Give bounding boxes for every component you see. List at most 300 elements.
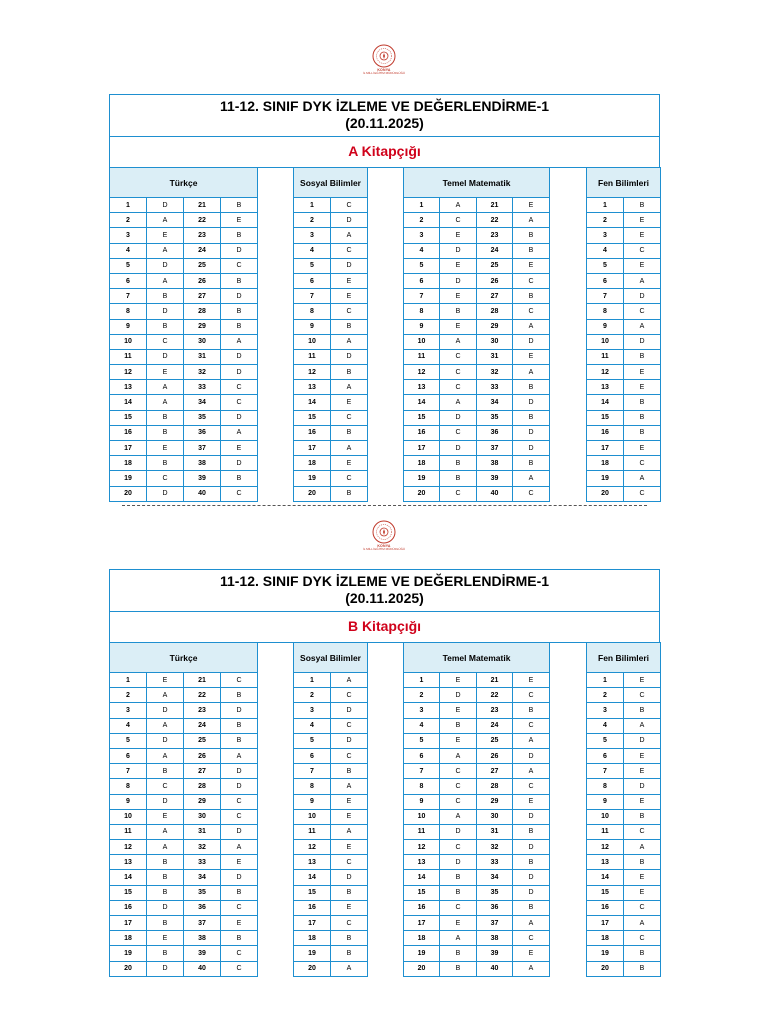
- table-row: [294, 456, 368, 471]
- question-number: 15: [110, 885, 147, 900]
- answer-cell: E: [624, 228, 661, 243]
- sosyal-table: [293, 167, 368, 502]
- answer-cell: E: [147, 673, 184, 688]
- table-row: [110, 840, 258, 855]
- question-number: 9: [404, 319, 440, 334]
- question-number: 29: [184, 794, 221, 809]
- answer-cell: B: [147, 916, 184, 931]
- table-row: [294, 961, 368, 976]
- matematik-table: [403, 167, 550, 502]
- answer-cell: C: [513, 718, 550, 733]
- table-row: [294, 289, 368, 304]
- question-number: 3: [294, 228, 331, 243]
- table-row: [110, 289, 258, 304]
- answer-cell: E: [440, 258, 477, 273]
- table-row: [294, 688, 368, 703]
- question-number: 19: [404, 471, 440, 486]
- table-row: [587, 273, 661, 288]
- question-number: 22: [477, 688, 513, 703]
- question-number: 7: [587, 764, 624, 779]
- question-number: 19: [404, 946, 440, 961]
- answer-cell: B: [221, 718, 258, 733]
- answer-cell: D: [513, 441, 550, 456]
- answer-cell: C: [624, 243, 661, 258]
- sheet-header: [109, 94, 660, 168]
- answer-cell: D: [147, 900, 184, 915]
- question-number: 3: [294, 703, 331, 718]
- question-number: 8: [587, 304, 624, 319]
- table-row: [294, 900, 368, 915]
- table-row: [404, 228, 550, 243]
- table-row: [587, 425, 661, 440]
- answer-cell: C: [440, 779, 477, 794]
- answer-cell: E: [331, 456, 368, 471]
- question-number: 15: [404, 410, 440, 425]
- question-number: 23: [477, 228, 513, 243]
- question-number: 8: [587, 779, 624, 794]
- table-row: [110, 703, 258, 718]
- answer-cell: A: [513, 916, 550, 931]
- question-number: 20: [110, 961, 147, 976]
- answer-cell: A: [147, 273, 184, 288]
- answer-cell: B: [331, 931, 368, 946]
- logo-line1: KONYA: [377, 544, 391, 548]
- table-row: [587, 228, 661, 243]
- answer-cell: B: [221, 198, 258, 213]
- question-number: 8: [294, 779, 331, 794]
- question-number: 2: [404, 688, 440, 703]
- answer-cell: E: [624, 764, 661, 779]
- question-number: 29: [477, 319, 513, 334]
- answer-cell: C: [331, 410, 368, 425]
- answer-cell: D: [147, 703, 184, 718]
- answer-cell: E: [440, 673, 477, 688]
- question-number: 36: [184, 900, 221, 915]
- table-row: [110, 916, 258, 931]
- table-row: [110, 900, 258, 915]
- question-number: 11: [294, 824, 331, 839]
- question-number: 17: [294, 441, 331, 456]
- answer-cell: B: [513, 900, 550, 915]
- table-row: [587, 794, 661, 809]
- answer-cell: E: [440, 289, 477, 304]
- table-row: [404, 733, 550, 748]
- question-number: 27: [477, 764, 513, 779]
- answer-cell: B: [221, 471, 258, 486]
- answer-cell: B: [221, 688, 258, 703]
- answer-cell: D: [221, 243, 258, 258]
- question-number: 25: [184, 258, 221, 273]
- answer-cell: D: [440, 441, 477, 456]
- booklet-label: B Kitapçığı: [347, 618, 422, 634]
- answer-cell: B: [331, 319, 368, 334]
- answer-cell: D: [147, 486, 184, 501]
- answer-cell: B: [221, 885, 258, 900]
- answer-cell: C: [440, 794, 477, 809]
- answer-cell: B: [331, 946, 368, 961]
- table-row: [110, 273, 258, 288]
- answer-cell: A: [513, 365, 550, 380]
- answer-cell: B: [440, 885, 477, 900]
- question-number: 32: [477, 840, 513, 855]
- answer-cell: A: [221, 334, 258, 349]
- question-number: 14: [110, 395, 147, 410]
- question-number: 1: [404, 198, 440, 213]
- answer-cell: E: [624, 365, 661, 380]
- question-number: 11: [294, 349, 331, 364]
- table-row: [110, 855, 258, 870]
- question-number: 38: [184, 931, 221, 946]
- answer-cell: D: [513, 334, 550, 349]
- answer-cell: D: [221, 824, 258, 839]
- question-number: 24: [184, 718, 221, 733]
- question-number: 35: [477, 885, 513, 900]
- table-row: [110, 486, 258, 501]
- question-number: 31: [477, 824, 513, 839]
- table-row: [110, 456, 258, 471]
- question-number: 11: [110, 824, 147, 839]
- question-number: 1: [404, 673, 440, 688]
- table-row: [294, 733, 368, 748]
- answer-cell: E: [440, 703, 477, 718]
- table-row: [110, 380, 258, 395]
- question-number: 40: [477, 486, 513, 501]
- turkce-header: Türkçe: [110, 643, 258, 673]
- table-row: [587, 289, 661, 304]
- answer-cell: B: [221, 304, 258, 319]
- answer-cell: C: [440, 900, 477, 915]
- table-row: [294, 824, 368, 839]
- question-number: 7: [587, 289, 624, 304]
- question-number: 40: [477, 961, 513, 976]
- answer-cell: A: [624, 319, 661, 334]
- answer-cell: A: [440, 748, 477, 763]
- question-number: 19: [110, 946, 147, 961]
- answer-cell: A: [440, 931, 477, 946]
- table-row: [110, 764, 258, 779]
- question-number: 4: [587, 718, 624, 733]
- logo-line2: İL MİLLİ EĞİTİM MÜDÜRLÜĞÜ: [362, 71, 406, 75]
- question-number: 22: [184, 213, 221, 228]
- answer-cell: E: [624, 441, 661, 456]
- question-number: 8: [404, 779, 440, 794]
- table-row: [294, 319, 368, 334]
- question-number: 15: [587, 410, 624, 425]
- question-number: 3: [587, 703, 624, 718]
- answer-cell: C: [624, 486, 661, 501]
- answer-cell: A: [331, 380, 368, 395]
- question-number: 25: [184, 733, 221, 748]
- answer-cell: C: [440, 380, 477, 395]
- table-row: [110, 410, 258, 425]
- question-number: 34: [184, 395, 221, 410]
- question-number: 26: [477, 273, 513, 288]
- answer-cell: C: [331, 688, 368, 703]
- answer-cell: E: [331, 794, 368, 809]
- table-row: [404, 289, 550, 304]
- question-number: 36: [477, 425, 513, 440]
- answer-cell: A: [331, 673, 368, 688]
- answer-cell: C: [440, 365, 477, 380]
- answer-cell: E: [221, 441, 258, 456]
- table-row: [404, 334, 550, 349]
- question-number: 4: [294, 718, 331, 733]
- question-number: 14: [404, 870, 440, 885]
- logo: [354, 44, 414, 82]
- table-row: [587, 840, 661, 855]
- question-number: 17: [587, 441, 624, 456]
- table-row: [587, 931, 661, 946]
- question-number: 5: [587, 733, 624, 748]
- question-number: 20: [110, 486, 147, 501]
- table-row: [404, 319, 550, 334]
- answer-cell: C: [221, 900, 258, 915]
- answer-cell: D: [331, 258, 368, 273]
- answer-cell: B: [331, 486, 368, 501]
- answer-cell: A: [147, 380, 184, 395]
- answer-cell: C: [221, 809, 258, 824]
- table-row: [404, 213, 550, 228]
- question-number: 9: [110, 794, 147, 809]
- table-row: [404, 395, 550, 410]
- answer-cell: D: [331, 349, 368, 364]
- question-number: 3: [110, 703, 147, 718]
- question-number: 29: [477, 794, 513, 809]
- answer-cell: C: [440, 349, 477, 364]
- question-number: 28: [477, 779, 513, 794]
- answer-cell: C: [331, 304, 368, 319]
- answer-cell: D: [147, 961, 184, 976]
- table-row: [587, 441, 661, 456]
- fen-table: [586, 167, 661, 502]
- question-number: 3: [587, 228, 624, 243]
- answer-cell: E: [624, 885, 661, 900]
- answer-cell: E: [147, 228, 184, 243]
- question-number: 5: [587, 258, 624, 273]
- answer-cell: D: [513, 809, 550, 824]
- answer-cell: A: [221, 425, 258, 440]
- table-row: [404, 441, 550, 456]
- answer-cell: E: [513, 673, 550, 688]
- table-row: [110, 258, 258, 273]
- table-row: [110, 748, 258, 763]
- question-number: 35: [184, 410, 221, 425]
- question-number: 21: [477, 198, 513, 213]
- answer-cell: A: [440, 809, 477, 824]
- table-row: [587, 946, 661, 961]
- question-number: 19: [587, 471, 624, 486]
- table-row: [294, 334, 368, 349]
- question-number: 36: [184, 425, 221, 440]
- answer-cell: D: [221, 779, 258, 794]
- table-row: [294, 304, 368, 319]
- question-number: 18: [294, 931, 331, 946]
- answer-cell: B: [513, 703, 550, 718]
- title-line2: (20.11.2025): [345, 590, 424, 606]
- table-row: [404, 916, 550, 931]
- answer-cell: D: [331, 703, 368, 718]
- answer-cell: A: [221, 748, 258, 763]
- answer-cell: C: [221, 395, 258, 410]
- question-number: 28: [184, 304, 221, 319]
- table-row: [404, 885, 550, 900]
- table-row: [404, 703, 550, 718]
- title-line2: (20.11.2025): [345, 115, 424, 131]
- question-number: 9: [587, 794, 624, 809]
- answer-cell: A: [331, 779, 368, 794]
- answer-cell: C: [331, 748, 368, 763]
- question-number: 15: [294, 885, 331, 900]
- question-number: 37: [184, 916, 221, 931]
- table-row: [587, 703, 661, 718]
- answer-cell: B: [147, 289, 184, 304]
- question-number: 25: [477, 733, 513, 748]
- question-number: 39: [184, 946, 221, 961]
- question-number: 39: [477, 471, 513, 486]
- answer-cell: B: [513, 410, 550, 425]
- answer-cell: B: [147, 870, 184, 885]
- table-row: [404, 718, 550, 733]
- answer-cell: D: [147, 198, 184, 213]
- answer-cell: D: [440, 410, 477, 425]
- table-row: [294, 395, 368, 410]
- question-number: 16: [587, 900, 624, 915]
- question-number: 16: [294, 425, 331, 440]
- question-number: 14: [294, 395, 331, 410]
- table-row: [110, 243, 258, 258]
- fen-header: Fen Bilimleri: [587, 643, 661, 673]
- table-row: [294, 764, 368, 779]
- question-number: 4: [110, 243, 147, 258]
- question-number: 38: [477, 456, 513, 471]
- answer-cell: A: [440, 198, 477, 213]
- question-number: 29: [184, 319, 221, 334]
- question-number: 39: [477, 946, 513, 961]
- question-number: 19: [587, 946, 624, 961]
- question-number: 7: [404, 764, 440, 779]
- answer-cell: A: [513, 961, 550, 976]
- question-number: 17: [404, 916, 440, 931]
- answer-cell: D: [440, 855, 477, 870]
- question-number: 15: [294, 410, 331, 425]
- table-row: [587, 673, 661, 688]
- question-number: 19: [294, 471, 331, 486]
- table-row: [587, 198, 661, 213]
- answer-cell: B: [147, 425, 184, 440]
- table-row: [110, 885, 258, 900]
- answer-cell: B: [624, 349, 661, 364]
- question-number: 14: [110, 870, 147, 885]
- question-number: 36: [477, 900, 513, 915]
- answer-cell: B: [440, 870, 477, 885]
- table-row: [294, 228, 368, 243]
- table-row: [294, 198, 368, 213]
- answer-cell: D: [624, 779, 661, 794]
- table-row: [404, 946, 550, 961]
- answer-cell: D: [440, 273, 477, 288]
- answer-cell: A: [331, 441, 368, 456]
- question-number: 7: [294, 764, 331, 779]
- question-number: 3: [110, 228, 147, 243]
- answer-cell: C: [440, 425, 477, 440]
- table-row: [294, 855, 368, 870]
- table-row: [294, 779, 368, 794]
- question-number: 37: [477, 441, 513, 456]
- answer-cell: B: [624, 395, 661, 410]
- answer-cell: A: [513, 764, 550, 779]
- logo-line2: İL MİLLİ EĞİTİM MÜDÜRLÜĞÜ: [362, 547, 406, 551]
- matematik-header: Temel Matematik: [404, 168, 550, 198]
- question-number: 10: [110, 809, 147, 824]
- question-number: 1: [294, 673, 331, 688]
- question-number: 25: [477, 258, 513, 273]
- question-number: 10: [294, 809, 331, 824]
- question-number: 16: [404, 900, 440, 915]
- question-number: 15: [110, 410, 147, 425]
- question-number: 23: [184, 228, 221, 243]
- table-row: [110, 349, 258, 364]
- seal-icon: [372, 44, 396, 68]
- question-number: 4: [294, 243, 331, 258]
- answer-cell: D: [147, 304, 184, 319]
- question-number: 26: [184, 748, 221, 763]
- question-number: 22: [184, 688, 221, 703]
- answer-cell: D: [221, 349, 258, 364]
- fen-header: Fen Bilimleri: [587, 168, 661, 198]
- table-row: [404, 258, 550, 273]
- table-row: [294, 703, 368, 718]
- question-number: 32: [184, 840, 221, 855]
- table-row: [294, 471, 368, 486]
- question-number: 3: [404, 703, 440, 718]
- answer-cell: E: [624, 673, 661, 688]
- table-row: [404, 794, 550, 809]
- question-number: 10: [587, 334, 624, 349]
- answer-cell: B: [624, 425, 661, 440]
- table-row: [404, 243, 550, 258]
- sosyal-table: [293, 642, 368, 977]
- question-number: 9: [404, 794, 440, 809]
- table-row: [404, 824, 550, 839]
- question-number: 6: [110, 748, 147, 763]
- question-number: 6: [587, 273, 624, 288]
- answer-cell: C: [513, 304, 550, 319]
- question-number: 8: [294, 304, 331, 319]
- question-number: 24: [184, 243, 221, 258]
- answer-cell: D: [331, 733, 368, 748]
- question-number: 9: [110, 319, 147, 334]
- question-number: 12: [294, 365, 331, 380]
- question-number: 18: [110, 931, 147, 946]
- table-row: [587, 334, 661, 349]
- table-row: [587, 961, 661, 976]
- question-number: 30: [477, 334, 513, 349]
- answer-cell: D: [147, 733, 184, 748]
- question-number: 20: [294, 486, 331, 501]
- question-number: 13: [587, 380, 624, 395]
- question-number: 10: [404, 809, 440, 824]
- table-row: [404, 931, 550, 946]
- question-number: 38: [477, 931, 513, 946]
- answer-cell: C: [513, 486, 550, 501]
- table-row: [587, 916, 661, 931]
- answer-cell: E: [624, 258, 661, 273]
- question-number: 27: [477, 289, 513, 304]
- table-row: [110, 946, 258, 961]
- answer-cell: C: [221, 673, 258, 688]
- answer-cell: D: [221, 289, 258, 304]
- answer-cell: B: [331, 885, 368, 900]
